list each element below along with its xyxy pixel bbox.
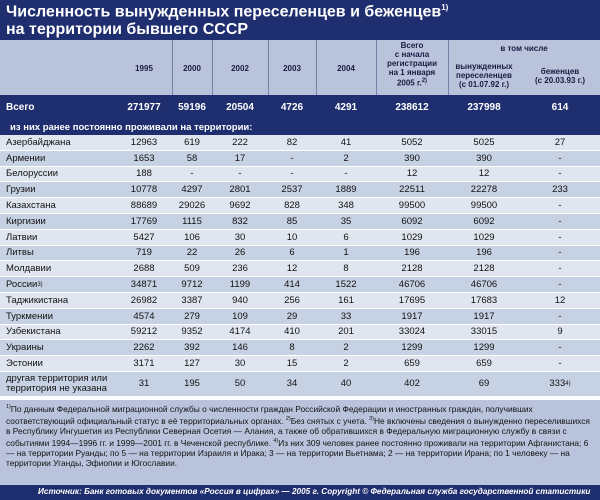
row-value: 2 [343,152,349,164]
row-value: 8 [343,263,349,275]
row-value: 414 [284,279,300,291]
row-value: 5025 [473,136,495,148]
row-value: 17769 [130,215,158,227]
row-value: 1029 [401,231,423,243]
table-row-other [0,372,600,397]
source-bar [0,485,600,500]
row-value: 59212 [130,326,158,338]
header-total-year: 2005 г. [396,78,422,88]
row-value: 619 [184,136,200,148]
header-refugees [520,67,600,85]
row-value: - [558,247,562,259]
row-value: 27 [554,136,566,148]
row-value: 4297 [181,184,203,196]
row-value: 390 [404,152,420,164]
column-divider [172,40,173,95]
row-name-other [0,372,122,396]
row-value-refugees-other [520,372,600,396]
row-name: Белоруссии [6,168,59,180]
header-year-2000: 2000 [183,64,201,73]
row-value: 1917 [473,310,495,322]
row-value: 10 [286,231,298,243]
row-value: 106 [184,231,200,243]
header-total-line4: на 1 января [388,68,436,77]
table-body [0,135,600,397]
row-value: 85 [286,215,298,227]
row-value: 9 [557,326,563,338]
header-total-line3: регистрации [386,59,438,68]
row-value: 828 [284,200,300,212]
header-total-note-mark: 2) [421,78,428,84]
row-value: 17695 [398,294,426,306]
row-name: Туркмении [6,310,54,322]
header-total-line1: Всего [400,41,424,50]
row-value: 2128 [401,263,423,275]
row-value: 6092 [473,215,495,227]
row-value: - [558,168,562,180]
table-row [0,309,600,325]
row-value: 17 [234,152,246,164]
row-name: Литвы [6,247,34,259]
row-value: 46706 [470,279,498,291]
header-total-line2: с начала [394,50,430,59]
row-value: 40 [340,378,352,390]
total-value: 59196 [178,102,206,113]
table-row [0,230,600,246]
row-value: 6092 [401,215,423,227]
row-value: 659 [476,358,492,370]
footnote-mark: 3) [369,416,374,422]
column-divider [316,40,317,95]
row-value: 2 [343,358,349,370]
row-name: Армении [6,152,46,164]
footnote-mark: 2) [285,416,291,422]
row-name-note-mark: 3) [37,281,43,288]
header-year-2002: 2002 [231,64,249,73]
table-row [0,182,600,198]
row-value: 3171 [133,358,155,370]
header-year-2004: 2004 [337,64,355,73]
row-value: 33024 [398,326,426,338]
row-value: 17683 [470,294,498,306]
row-name-other-line1: другая территория или [6,372,108,384]
row-name: Азербайджана [6,136,71,148]
row-value: 12 [478,168,490,180]
row-name: Узбекистана [6,326,61,338]
row-value: 12963 [130,136,158,148]
row-value: 196 [476,247,492,259]
row-value: 4574 [133,310,155,322]
total-row [0,95,600,120]
row-value: 1653 [133,152,155,164]
row-name: Казахстана [6,200,56,212]
footnotes-text [6,402,594,469]
row-value: 5052 [401,136,423,148]
row-value: 256 [284,294,300,306]
footnote-3: Не включены сведения о вынужденно переселившихся в Республику Ингушетия из Республики Северная Осетия — Алания, а также об обратившихся в Федеральную миграционную службу в связи с событиями 1994—1996 гг. и 1999—2001 гг. в Чеченской республике. [6,415,590,448]
row-name: Эстонии [6,358,43,370]
table-row [0,214,600,230]
row-value: 1 [343,247,349,259]
row-value: - [558,231,562,243]
row-value: 2 [343,342,349,354]
table-row [0,293,600,309]
table-row [0,135,600,151]
row-value: 6 [289,247,295,259]
row-value: 5427 [133,231,155,243]
row-value: 719 [136,247,152,259]
row-value: 8 [289,342,295,354]
header-forced-line1: вынужденных [455,62,513,71]
row-value: 659 [404,358,420,370]
column-divider [376,40,377,95]
row-value: 222 [232,136,248,148]
row-value: 146 [232,342,248,354]
row-value: 12 [286,263,298,275]
row-value: - [558,215,562,227]
row-value: 410 [284,326,300,338]
row-value: 35 [340,215,352,227]
footnote-4: Из них 309 человек ранее постоянно проживали на территории Афганистана; 6 — на территории Руанды; по 5 — на территории Израиля и Ирака; 3 — на территории Вьетнама; 2 — на территории Ирана; по 1 человеку — на территории Уганды, Эфиопии и Югославии. [6,438,589,469]
row-value: 233 [552,184,568,196]
row-value: 1299 [473,342,495,354]
row-value: 50 [234,378,246,390]
total-value: 20504 [226,102,254,113]
row-value: 2801 [229,184,251,196]
row-value: 26 [234,247,246,259]
header-refugees-line2: (с 20.03.93 г.) [534,76,586,85]
row-value: 15 [286,358,298,370]
row-name: Латвии [6,231,38,243]
table-row [0,261,600,277]
row-value: 1917 [401,310,423,322]
row-value: - [190,168,194,180]
row-value: - [558,310,562,322]
footnote-mark: 1) [6,404,11,410]
total-label: Всего [6,102,35,113]
row-value-text: 333 [549,378,566,390]
row-value: 509 [184,263,200,275]
row-value: 34 [286,378,298,390]
row-value: 279 [184,310,200,322]
row-value: 69 [478,378,490,390]
total-value: 271977 [127,102,161,113]
row-value: 99500 [398,200,426,212]
subheader-row [0,120,600,135]
row-value: 29026 [178,200,206,212]
row-value: 58 [186,152,198,164]
row-value: 99500 [470,200,498,212]
row-value: 22511 [399,184,425,196]
table-row [0,325,600,341]
row-value: 2262 [133,342,155,354]
row-value: 1115 [182,215,202,227]
table-row [0,277,600,293]
row-value: 82 [286,136,298,148]
row-value: 1029 [473,231,495,243]
row-value: 109 [232,310,248,322]
row-value: 10778 [130,184,158,196]
header-forced-line3: (с 01.07.92 г.) [458,80,510,89]
row-value: 22278 [470,184,498,196]
table-row [0,246,600,262]
row-value: 196 [404,247,420,259]
row-value: 12 [406,168,418,180]
total-value: 614 [551,102,569,113]
total-value: 238612 [395,102,429,113]
row-name-russia [0,277,122,292]
row-value: 30 [234,358,246,370]
row-value: - [558,342,562,354]
row-value: 33 [340,310,352,322]
column-divider [212,40,213,95]
row-name: Таджикистана [6,294,69,306]
row-value: 188 [136,168,152,180]
row-value: 127 [184,358,200,370]
row-value: 9352 [181,326,203,338]
header-total-registration [376,41,448,88]
row-value: 41 [340,136,352,148]
row-value: 29 [286,310,298,322]
header-year-2003: 2003 [283,64,301,73]
row-value-note-mark: 4) [565,380,571,387]
title-line-1 [6,3,448,21]
row-value: - [290,152,294,164]
total-value: 237998 [467,102,501,113]
footnote-mark: 4) [273,438,279,445]
row-value: 1522 [335,279,357,291]
row-value: 33015 [470,326,498,338]
row-value: 22 [186,247,198,259]
row-value: 2688 [133,263,155,275]
row-value: 392 [184,342,200,354]
column-divider [268,40,269,95]
row-value: 195 [184,378,200,390]
row-value: 9712 [181,279,203,291]
row-value: - [558,152,562,164]
table-row [0,340,600,356]
total-value: 4726 [280,102,304,113]
row-name: Украины [6,342,44,354]
header-year-1995: 1995 [135,64,153,73]
table-row [0,356,600,372]
table-row [0,151,600,167]
column-divider [448,40,449,95]
row-value: 832 [232,215,248,227]
row-value: 236 [232,263,248,275]
row-value: 9692 [229,200,251,212]
row-value: 88689 [130,200,158,212]
row-value: 1889 [335,184,357,196]
row-value: - [558,263,562,275]
row-value: 12 [554,294,566,306]
row-value: 402 [404,378,420,390]
row-value: 26982 [130,294,158,306]
row-value: 201 [338,326,354,338]
header-forced-line2: переселенцев [456,71,512,80]
row-name: Грузии [6,184,36,196]
row-value: - [558,279,562,291]
row-value: 3387 [181,294,203,306]
title-text: Численность вынужденных переселенцев и беженцев [6,3,442,21]
row-value: - [558,358,562,370]
row-name-text: России [6,279,38,291]
header-refugees-line1: беженцев [540,67,580,76]
total-value: 4291 [334,102,358,113]
footnotes [0,400,600,485]
row-value: 940 [232,294,248,306]
table-header [0,40,600,95]
row-value: - [290,168,294,180]
row-value: 46706 [398,279,426,291]
subheader-text: из них ранее постоянно проживали на территории: [10,122,253,133]
table-row [0,167,600,183]
row-value: 161 [338,294,354,306]
header-total-line5 [376,77,448,88]
row-value: 30 [234,231,246,243]
footnote-2: Без снятых с учета. [290,415,367,426]
header-group-label: в том числе [500,44,548,53]
row-value: 390 [476,152,492,164]
row-name: Киргизии [6,215,46,227]
row-value: - [344,168,348,180]
row-value: 6 [343,231,349,243]
footnote-1: По данным Федеральной миграционной службы о численности граждан Российской Федерации и иностранных граждан, получивших соответствующий официальный статус в её территориальных органах. [6,403,533,426]
row-value: 1299 [401,342,423,354]
title-line-2: на территории бывшего СССР [6,21,249,38]
row-value: 2128 [473,263,495,275]
title-note-mark: 1) [441,3,449,12]
row-name: Молдавии [6,263,52,275]
row-value: 34871 [130,279,158,291]
row-value: - [558,200,562,212]
row-value: 31 [138,378,150,390]
row-name-other-line2: территория не указана [6,382,107,394]
row-value: 4174 [229,326,251,338]
row-value: 2537 [281,184,303,196]
table-row [0,198,600,214]
row-value: - [238,168,242,180]
source-text: Источник: Банк готовых документов «Россия в цифрах» — 2005 г. Copyright © Федеральная служба государственной статистики [38,487,591,496]
title-bar [0,0,600,40]
row-value: 348 [338,200,354,212]
header-forced-migrants [448,62,520,89]
row-value: 1199 [229,279,251,291]
